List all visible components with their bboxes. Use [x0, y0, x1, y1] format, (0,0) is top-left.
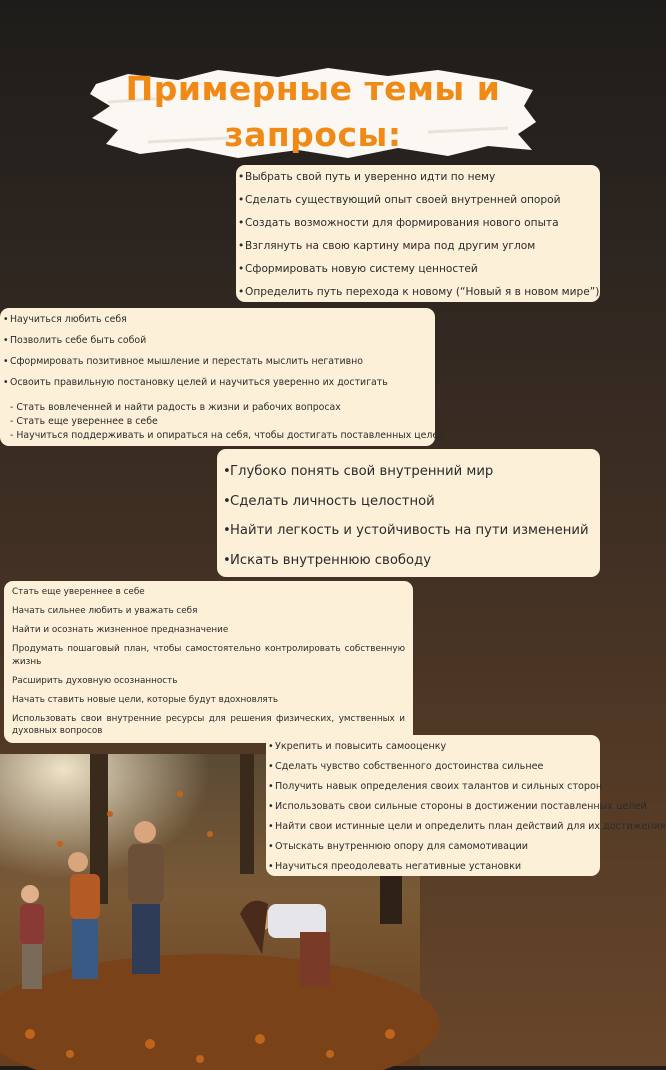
topics-card-5 — [266, 735, 666, 876]
title-line-1: Примерные темы и — [125, 69, 501, 108]
list-item: • Укрепить и повысить самооценку — [275, 738, 600, 758]
title-line-2: запросы: — [224, 115, 402, 154]
list-item: Начать ставить новые цели, которые будут вдохновлять — [12, 694, 279, 705]
topics-card-1 — [236, 165, 600, 302]
list-item: • Взглянуть на свою картину мира под другим углом — [245, 237, 600, 260]
list-item: Использовать свои внутренние ресурсы для решения физических, умственных и духовных вопросов — [12, 713, 405, 736]
list-item: • Позволить себе быть собой — [10, 333, 435, 354]
header — [88, 62, 538, 162]
list-item: • Сделать личность целостной — [230, 487, 600, 517]
sub-item: - Научиться поддерживать и опираться на себя, чтобы достигать поставленных целей — [10, 430, 445, 441]
list-item: Найти и осознать жизненное предназначение — [12, 625, 229, 635]
list-item: Начать сильнее любить и уважать себя — [12, 606, 198, 616]
list-item: • Найти свои истинные цели и определить план действий для их достижения — [275, 818, 600, 838]
list-item: • Сформировать новую систему ценностей — [245, 260, 600, 283]
list-item: • Сделать чувство собственного достоинства сильнее — [275, 758, 600, 778]
list-item: • Глубоко понять свой внутренний мир — [230, 457, 600, 487]
list-item: • Научиться любить себя — [10, 312, 435, 333]
topics-card-3 — [217, 449, 600, 577]
list-item: • Выбрать свой путь и уверенно идти по нему — [245, 168, 600, 191]
list-item: • Получить навык определения своих талантов и сильных сторон — [275, 778, 600, 798]
list-item: • Отыскать внутреннюю опору для самомотивации — [275, 838, 600, 858]
sub-item: - Стать еще увереннее в себе — [10, 416, 158, 427]
list-item: • Сформировать позитивное мышление и перестать мыслить негативно — [10, 354, 435, 375]
list-item: • Определить путь перехода к новому (“Новый я в новом мире”) — [245, 283, 600, 306]
list-item: Расширить духовную осознанность — [12, 675, 178, 686]
topics-card-2 — [0, 308, 445, 446]
list-item: • Освоить правильную постановку целей и научиться уверенно их достигать — [10, 375, 435, 396]
sub-item: - Стать вовлеченней и найти радость в жизни и рабочих вопросах — [10, 402, 341, 413]
list-item: Стать еще увереннее в себе — [12, 587, 145, 597]
list-item: • Искать внутреннюю свободу — [230, 546, 600, 576]
list-item: • Научиться преодолевать негативные установки — [275, 858, 600, 878]
topics-card-4 — [4, 581, 413, 743]
sub-list — [10, 401, 445, 443]
page-title — [88, 66, 538, 158]
list-item: • Использовать свои сильные стороны в достижении поставленных целей — [275, 798, 600, 818]
list-item: • Сделать существующий опыт своей внутренней опорой — [245, 191, 600, 214]
list-item: Продумать пошаговый план, чтобы самостоятельно контролировать собственную жизнь — [12, 644, 405, 667]
list-item: • Создать возможности для формирования нового опыта — [245, 214, 600, 237]
list-item: • Найти легкость и устойчивость на пути изменений — [230, 516, 600, 546]
